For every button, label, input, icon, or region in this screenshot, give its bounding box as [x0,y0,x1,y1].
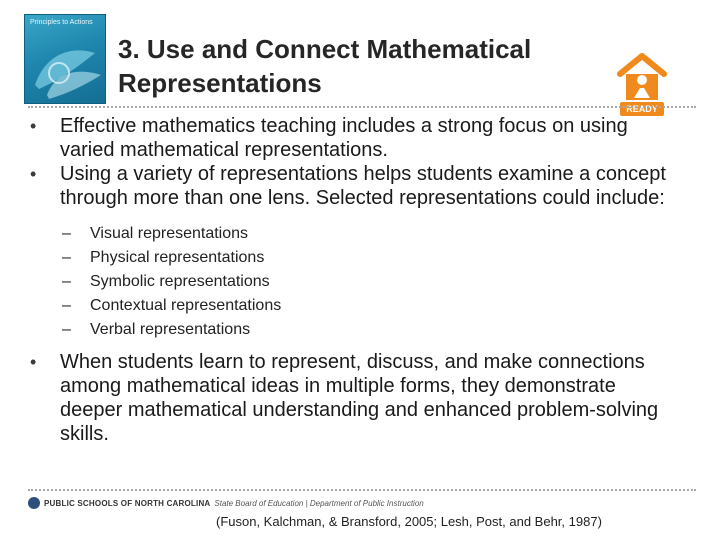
bullet-list [0,114,720,446]
dash-icon: – [62,225,71,242]
sublist-item [0,318,720,342]
sublist-text: Contextual representations [90,297,282,314]
school-house-icon [614,50,670,102]
ready-label: READY [620,102,664,116]
dash-icon: – [62,249,71,266]
bullet-item [0,162,680,210]
bullet-text: Effective mathematics teaching includes a strong focus on using varied mathematical representations. [60,115,628,161]
sublist-text: Physical representations [90,249,265,266]
bullet-item [0,114,680,162]
sublist-item [0,246,720,270]
leaf-graphic-icon [25,15,105,103]
cover-title: Principles to Actions [30,19,93,26]
footer-divider [28,489,696,491]
title-line-1: 3. Use and Connect Mathematical [118,34,532,64]
bullet-dot-icon: • [30,116,37,136]
representation-sublist [0,222,720,342]
footer-org: PUBLIC SCHOOLS OF NORTH CAROLINA [44,498,211,508]
dash-icon: – [62,273,71,290]
sublist-text: Verbal representations [90,321,251,338]
sublist-item [0,222,720,246]
footer-sub: State Board of Education | Department of Public Instruction [214,498,424,508]
book-cover-image [24,14,106,104]
bullet-dot-icon: • [30,164,37,184]
state-seal-icon [28,497,40,509]
sublist-item [0,270,720,294]
bullet-text: When students learn to represent, discuss, and make connections among mathematical ideas in multiple forms, they demonstrate deeper mathematical understanding and enhanced problem-solving skills. [60,351,659,445]
bullet-dot-icon: • [30,352,37,372]
title-line-2: Representations [118,68,322,98]
bullet-text: Using a variety of representations helps students examine a concept through more than one lens. Selected representations could include: [60,163,666,209]
dash-icon: – [62,321,71,338]
header-divider [28,106,696,108]
footer-logo [28,496,424,510]
citation: (Fuson, Kalchman, & Bransford, 2005; Lesh, Post, and Behr, 1987) [216,514,602,529]
sublist-text: Visual representations [90,225,249,242]
bullet-item [0,350,680,446]
sublist-text: Symbolic representations [90,273,270,290]
slide-title [118,32,618,100]
dash-icon: – [62,297,71,314]
sublist-item [0,294,720,318]
